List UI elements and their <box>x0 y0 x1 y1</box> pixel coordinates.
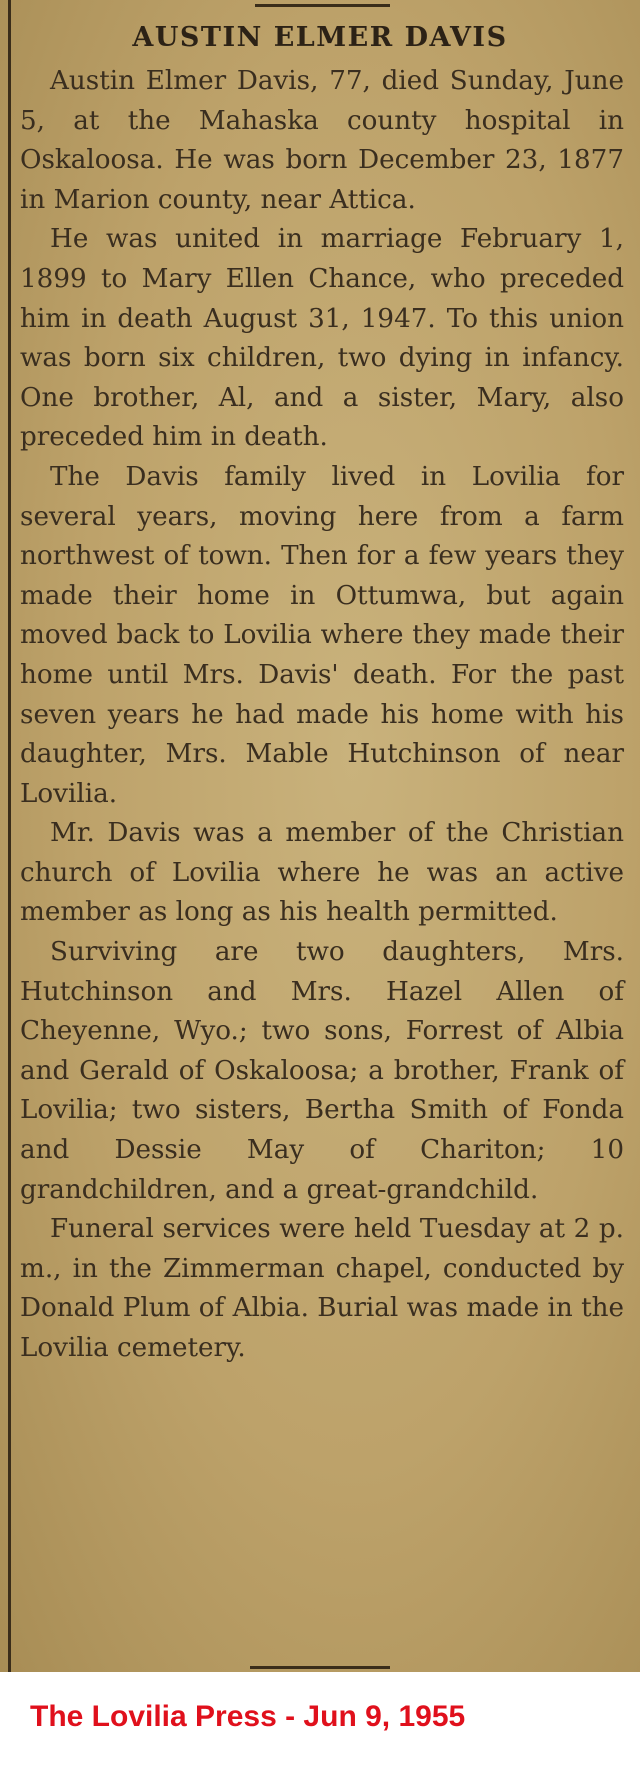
obituary-body <box>20 62 624 1369</box>
column-rule-bottom <box>250 1666 390 1669</box>
obituary-headline: AUSTIN ELMER DAVIS <box>132 22 508 53</box>
paragraph-church: Mr. Davis was a member of the Christian church of Lovilia where he was an active member as long as his health permitted. <box>20 818 624 928</box>
paragraph-death: Austin Elmer Davis, 77, died Sunday, June 5, at the Mahaska county hospital in Oskaloosa. He was born December 23, 1877 in Marion county, near Attica. <box>20 66 624 215</box>
column-rule-top <box>255 4 390 7</box>
source-caption: The Lovilia Press - Jun 9, 1955 <box>30 1700 466 1733</box>
paragraph-residence: The Davis family lived in Lovilia for several years, moving here from a farm northwest of town. Then for a few years they made their home in Ottumwa, but again moved back to Lovilia where they made their home until Mrs. Davis' death. For the past seven years he had made his home with his daughter, Mrs. Mable Hutchinson of near Lovilia. <box>20 461 624 809</box>
paragraph-survivors: Surviving are two daughters, Mrs. Hutchinson and Mrs. Hazel Allen of Cheyenne, Wyo.; two sons, Forrest of Albia and Gerald of Oskaloosa; a brother, Frank of Lovilia; two sisters, Bertha Smith of Fonda and Dessie May of Chariton; 10 grandchildren, and a great-grandchild. <box>20 937 624 1205</box>
paragraph-marriage: He was united in marriage February 1, 1899 to Mary Ellen Chance, who preceded him in death August 31, 1947. To this union was born six children, two dying in infancy. One brother, Al, and a sister, Mary, also preceded him in death. <box>20 224 624 453</box>
column-rule-left <box>8 0 11 1672</box>
paragraph-funeral: Funeral services were held Tuesday at 2 p. m., in the Zimmerman chapel, conducted by Donald Plum of Albia. Burial was made in the Lovilia cemetery. <box>20 1214 624 1363</box>
